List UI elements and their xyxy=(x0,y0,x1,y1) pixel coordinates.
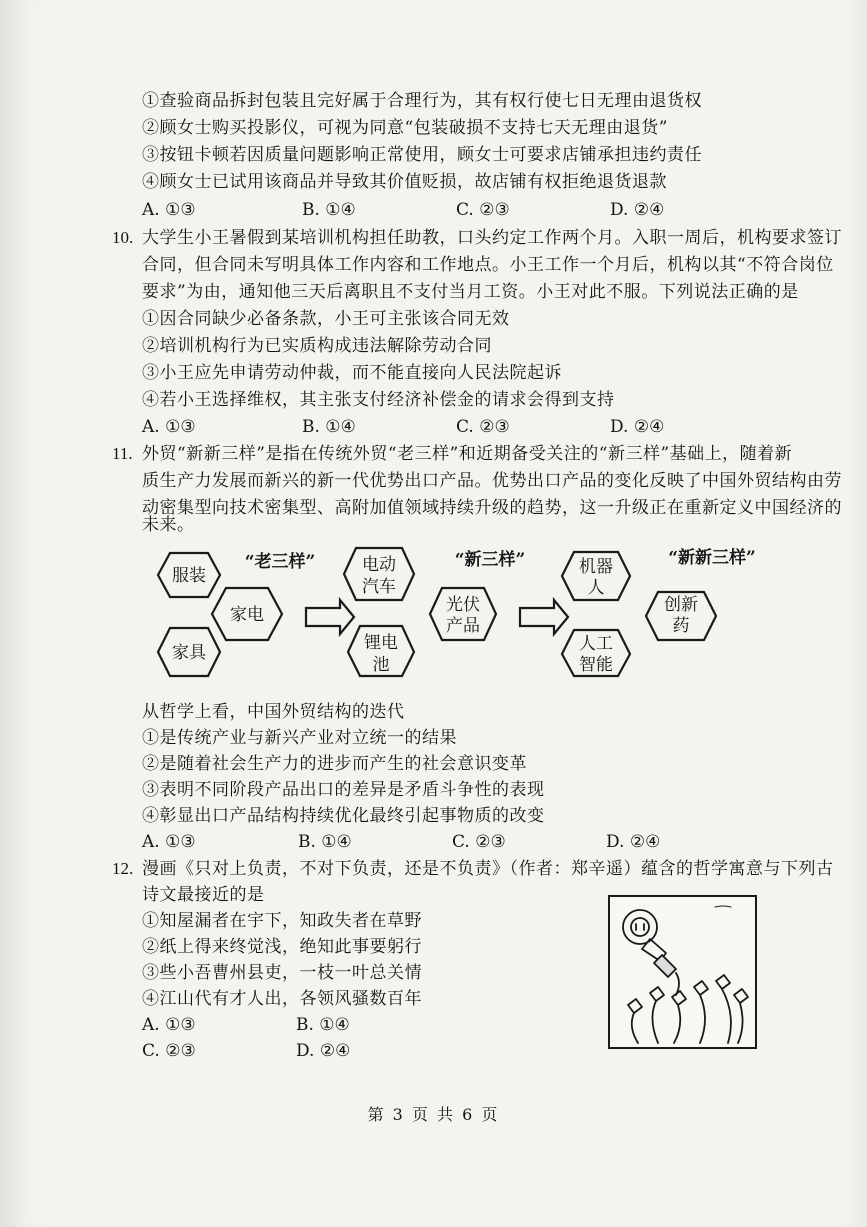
q9-option-d: D. ②④ xyxy=(610,200,665,220)
q11-stem-2: 质生产力发展而新兴的新一代优势出口产品。优势出口产品的变化反映了中国外贸结构由劳 xyxy=(142,471,842,491)
q9-option-c: C. ②③ xyxy=(456,200,510,220)
q10-item-2: ②培训机构行为已实质构成违法解除劳动合同 xyxy=(142,336,492,356)
q10-item-4: ④若小王选择维权，其主张支付经济补偿金的请求会得到支持 xyxy=(142,390,615,410)
trade-structure-diagram xyxy=(130,530,770,700)
q12-stem-1: 漫画《只对上负责，不对下负责，还是不负责》（作者：郑辛遥）蕴含的哲学寓意与下列古 xyxy=(142,859,834,879)
q11-stem-3: 动密集型向技术密集型、高附加值领域持续升级的趋势，这一升级正在重新定义中国经济的 xyxy=(142,498,842,518)
label-ev: 电动汽车 xyxy=(362,555,396,597)
cartoon-image xyxy=(608,895,757,1049)
q10-option-a: A. ①③ xyxy=(142,417,196,437)
q11-prompt: 从哲学上看，中国外贸结构的迭代 xyxy=(142,702,405,722)
q12-item-1: ①知屋漏者在宇下，知政失者在草野 xyxy=(142,911,422,931)
q11-item-4: ④彰显出口产品结构持续优化最终引起事物质的改变 xyxy=(142,806,545,826)
group1-label: “老三样” xyxy=(244,552,316,572)
label-robot: 机器人 xyxy=(579,557,613,598)
arrow-1 xyxy=(306,600,354,634)
group2-label: “新三样” xyxy=(454,550,526,570)
q10-number: 10. xyxy=(112,228,134,247)
q11-stem-1: 外贸“新新三样”是指在传统外贸“老三样”和近期备受关注的“新三样”基础上，随着新 xyxy=(142,444,793,464)
q9-item-2: ②顾女士购买投影仪，可视为同意“包装破损不支持七天无理由退货” xyxy=(142,118,668,138)
q9-option-b: B. ①④ xyxy=(302,200,356,220)
q10-item-1: ①因合同缺少必备条款，小王可主张该合同无效 xyxy=(142,309,510,329)
q12-number: 12. xyxy=(112,859,134,878)
label-pv: 光伏产品 xyxy=(446,595,480,636)
q12-option-d: D. ②④ xyxy=(296,1041,351,1061)
q11-option-c: C. ②③ xyxy=(452,832,506,852)
q12-option-a: A. ①③ xyxy=(142,1015,196,1035)
q11-option-b: B. ①④ xyxy=(298,832,352,852)
q11-stem-4: 未来。 xyxy=(142,515,195,535)
page-footer: 第 3 页 共 6 页 xyxy=(367,1105,500,1124)
q10-option-b: B. ①④ xyxy=(302,417,356,437)
label-furniture: 家具 xyxy=(172,643,206,663)
q12-item-3: ③些小吾曹州县吏，一枝一叶总关情 xyxy=(142,963,422,983)
label-appliance: 家电 xyxy=(230,605,264,625)
q9-option-a: A. ①③ xyxy=(142,200,196,220)
q11-item-3: ③表明不同阶段产品出口的差异是矛盾斗争性的表现 xyxy=(142,780,545,800)
q12-stem-2: 诗文最接近的是 xyxy=(142,885,265,905)
label-battery: 锂电池 xyxy=(364,633,398,675)
q12-option-b: B. ①④ xyxy=(296,1015,350,1035)
q10-item-3: ③小王应先申请劳动仲裁，而不能直接向人民法院起诉 xyxy=(142,363,562,383)
q11-option-d: D. ②④ xyxy=(606,832,661,852)
q11-item-1: ①是传统产业与新兴产业对立统一的结果 xyxy=(142,728,457,748)
q10-stem-2: 合同，但合同未写明具体工作内容和工作地点。小王工作一个月后，机构以其“不符合岗位 xyxy=(142,255,834,275)
q10-option-c: C. ②③ xyxy=(456,417,510,437)
label-ai: 人工智能 xyxy=(579,634,613,675)
label-clothing: 服装 xyxy=(172,566,206,586)
q11-number: 11. xyxy=(112,444,133,463)
q9-item-3: ③按钮卡顿若因质量问题影响正常使用，顾女士可要求店铺承担违约责任 xyxy=(142,145,702,165)
q9-item-1: ①查验商品拆封包装且完好属于合理行为，其有权行使七日无理由退货权 xyxy=(142,91,702,111)
q10-stem-1: 大学生小王暑假到某培训机构担任助教，口头约定工作两个月。入职一周后，机构要求签订 xyxy=(142,228,842,248)
label-drug: 创新药 xyxy=(664,595,698,636)
q12-item-2: ②纸上得来终觉浅，绝知此事要躬行 xyxy=(142,937,422,957)
q12-item-4: ④江山代有才人出，各领风骚数百年 xyxy=(142,989,422,1009)
group3-label: “新新三样” xyxy=(668,548,756,568)
arrow-2 xyxy=(520,600,568,634)
q11-item-2: ②是随着社会生产力的进步而产生的社会意识变革 xyxy=(142,754,527,774)
q11-option-a: A. ①③ xyxy=(142,832,196,852)
q10-stem-3: 要求”为由，通知他三天后离职且不支付当月工资。小王对此不服。下列说法正确的是 xyxy=(142,282,799,302)
q12-option-c: C. ②③ xyxy=(142,1041,196,1061)
q10-option-d: D. ②④ xyxy=(610,417,665,437)
q9-item-4: ④顾女士已试用该商品并导致其价值贬损，故店铺有权拒绝退货退款 xyxy=(142,172,667,192)
